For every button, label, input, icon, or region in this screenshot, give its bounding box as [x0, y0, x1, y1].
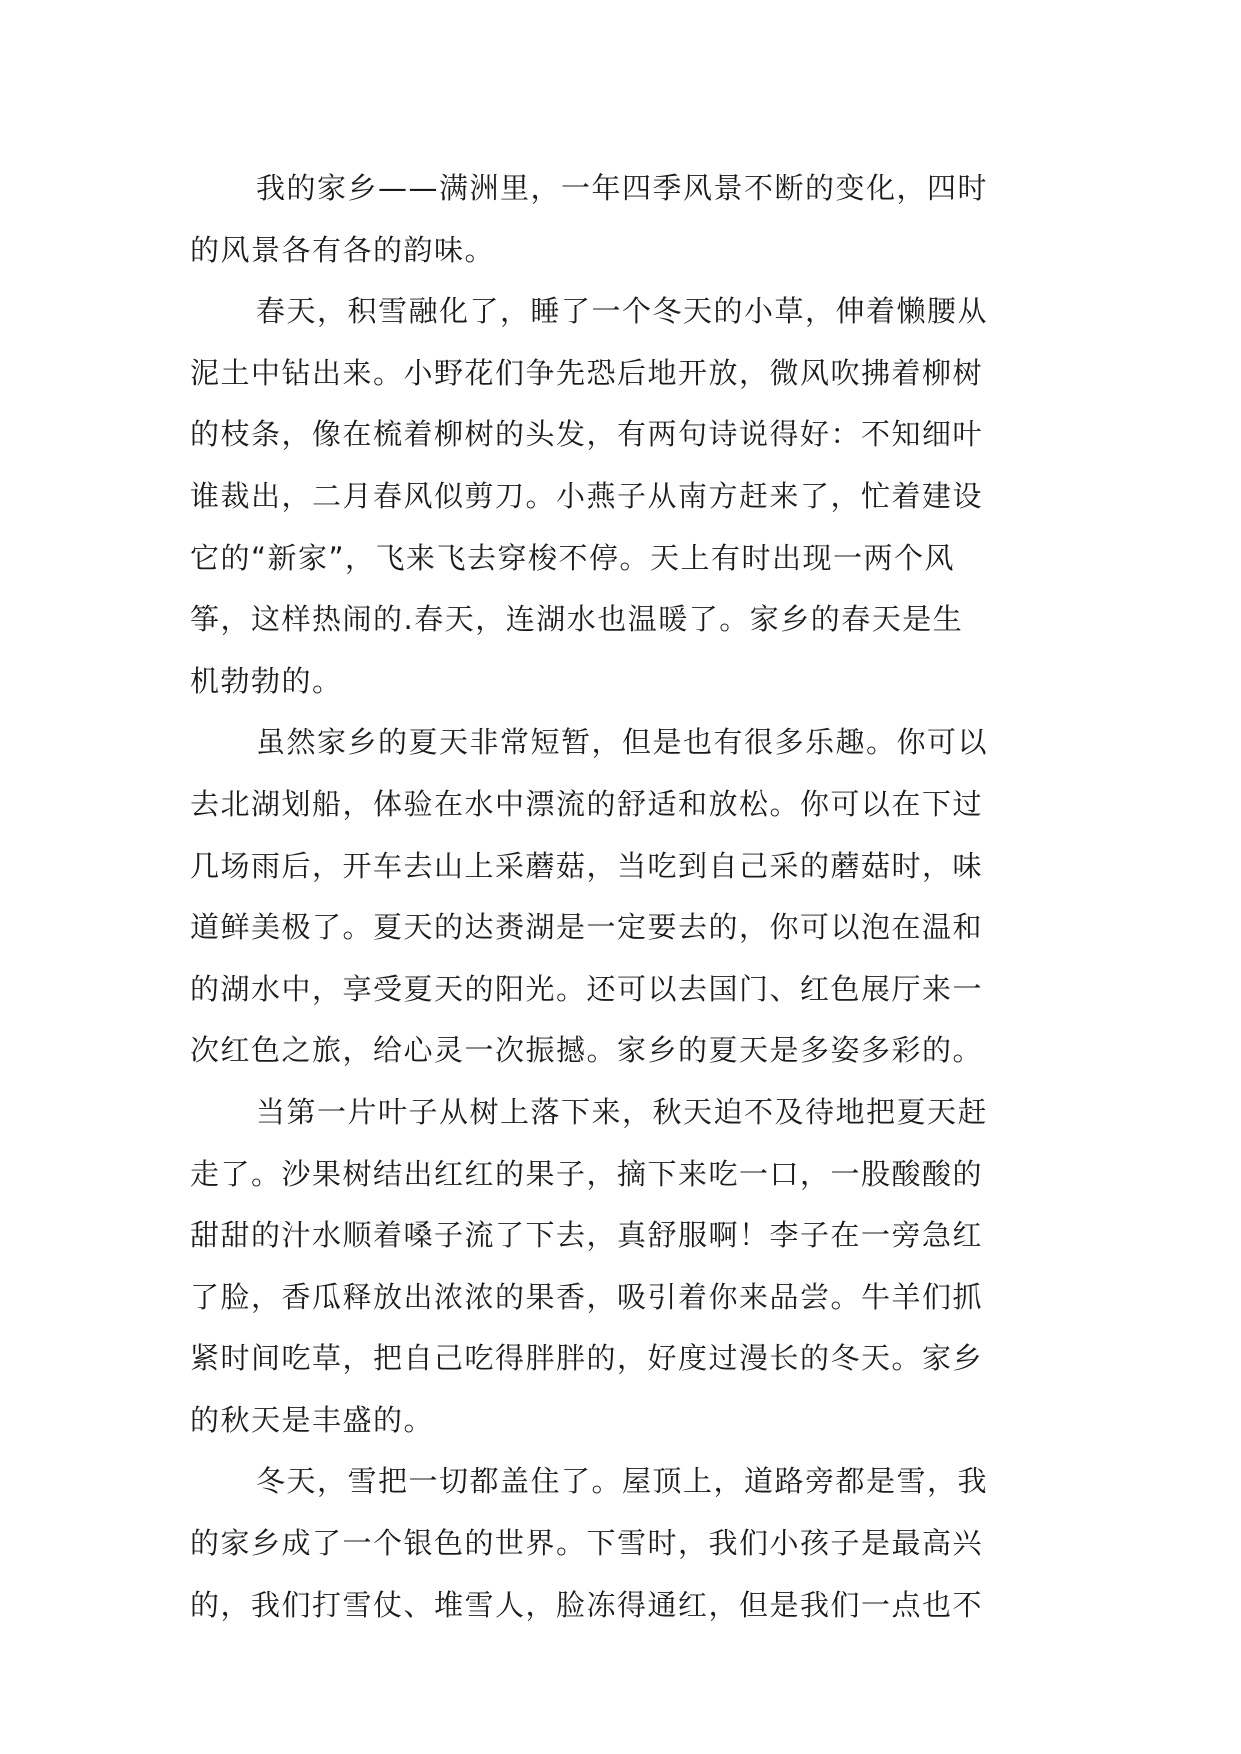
text-line: 次红色之旅，给心灵一次振撼。家乡的夏天是多姿多彩的。: [190, 1033, 984, 1068]
text-line: 紧时间吃草，把自己吃得胖胖的，好度过漫长的冬天。家乡: [190, 1341, 984, 1376]
text-line: 我的家乡——满洲里，一年四季风景不断的变化，四时: [256, 171, 989, 205]
text-line: 当第一片叶子从树上落下来，秋天迫不及待地把夏天赶: [256, 1094, 989, 1129]
text-line: 的家乡成了一个银色的世界。下雪时，我们小孩子是最高兴: [190, 1526, 984, 1561]
text-line: 泥土中钻出来。小野花们争先恐后地开放，微风吹拂着柳树: [190, 355, 984, 390]
text-line: 的风景各有各的韵味。: [190, 232, 496, 267]
text-line: 道鲜美极了。夏天的达赉湖是一定要去的，你可以泡在温和: [190, 910, 984, 945]
text-line: 机勃勃的。: [190, 663, 343, 698]
text-line: 筝，这样热闹的.春天，连湖水也温暖了。家乡的春天是生: [190, 602, 964, 637]
text-line: 的，我们打雪仗、堆雪人，脸冻得通红，但是我们一点也不: [190, 1587, 984, 1622]
text-line: 冬天，雪把一切都盖住了。屋顶上，道路旁都是雪，我: [256, 1464, 989, 1499]
text-line: 几场雨后，开车去山上采蘑菇，当吃到自己采的蘑菇时，味: [190, 848, 984, 883]
text-line: 甜甜的汁水顺着嗓子流了下去，真舒服啊！李子在一旁急红: [190, 1218, 984, 1253]
text-line: 去北湖划船，体验在水中漂流的舒适和放松。你可以在下过: [190, 786, 984, 821]
text-line: 春天，积雪融化了，睡了一个冬天的小草，伸着懒腰从: [256, 294, 989, 329]
text-line: 的枝条，像在梳着柳树的头发，有两句诗说得好：不知细叶: [190, 417, 984, 452]
text-line: 虽然家乡的夏天非常短暂，但是也有很多乐趣。你可以: [256, 725, 989, 760]
text-line: 的秋天是丰盛的。: [190, 1402, 435, 1437]
text-line: 走了。沙果树结出红红的果子，摘下来吃一口，一股酸酸的: [190, 1156, 984, 1191]
text-line: 它的“新家”，飞来飞去穿梭不停。天上有时出现一两个风: [190, 540, 956, 575]
essay-body: [190, 158, 1070, 1636]
text-line: 了脸，香瓜释放出浓浓的果香，吸引着你来品尝。牛羊们抓: [190, 1279, 984, 1314]
text-line: 的湖水中，享受夏天的阳光。还可以去国门、红色展厅来一: [190, 971, 984, 1006]
text-line: 谁裁出，二月春风似剪刀。小燕子从南方赶来了，忙着建设: [190, 478, 984, 513]
